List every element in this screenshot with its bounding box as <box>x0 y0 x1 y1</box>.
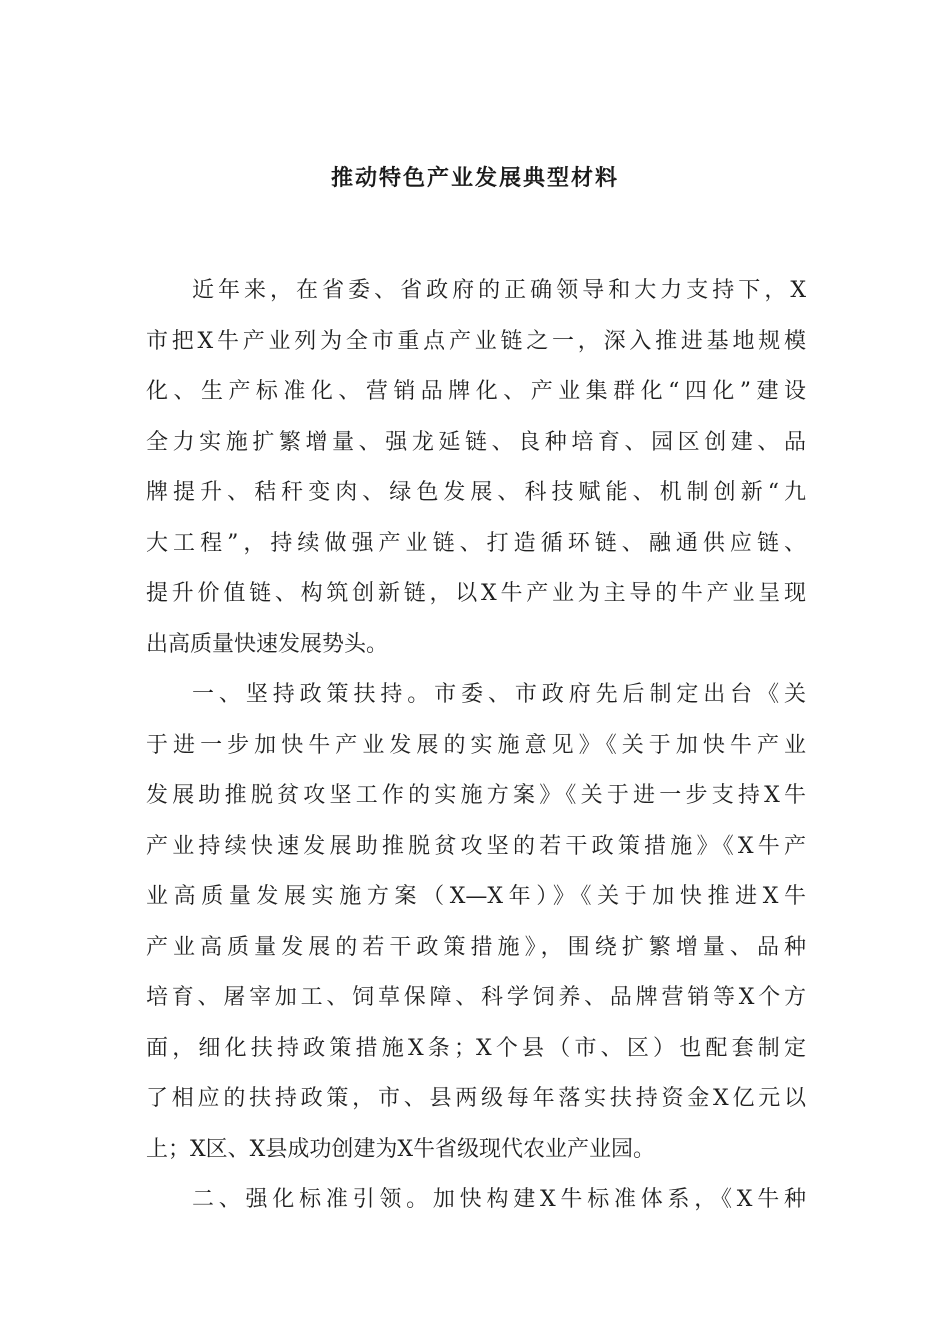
document-title: 推动特色产业发展典型材料 <box>330 166 619 191</box>
paragraph-1-line-7: 提升价值链、构筑创新链，以X牛产业为主导的牛产业呈现 <box>146 581 806 606</box>
paragraph-2-line-4: 产业持续快速发展助推脱贫攻坚的若干政策措施》《X牛产 <box>146 833 806 859</box>
paragraph-1-line-8: 出高质量快速发展势头。 <box>146 631 389 657</box>
paragraph-1-line-3: 化、生产标准化、营销品牌化、产业集群化“四化”建设 <box>146 379 806 404</box>
paragraph-1-line-2: 市把X牛产业列为全市重点产业链之一，深入推进基地规模 <box>146 328 806 354</box>
paragraph-3-line-1: 二、强化标准引领。加快构建X牛标准体系，《X牛种 <box>192 1187 806 1212</box>
paragraph-2-line-1: 一、坚持政策扶持。市委、市政府先后制定出台《关 <box>192 682 806 707</box>
paragraph-2-line-2: 于进一步加快牛产业发展的实施意见》《关于加快牛产业 <box>146 732 806 758</box>
paragraph-1-line-1: 近年来，在省委、省政府的正确领导和大力支持下，X <box>192 278 806 303</box>
paragraph-2-line-9: 了相应的扶持政策，市、县两级每年落实扶持资金X亿元以 <box>146 1086 806 1111</box>
document-body <box>146 266 806 1226</box>
paragraph-2-line-6: 产业高质量发展的若干政策措施》，围绕扩繁增量、品种 <box>146 934 806 960</box>
paragraph-1-line-5: 牌提升、秸秆变肉、绿色发展、科技赋能、机制创新“九 <box>146 480 806 505</box>
paragraph-2-line-7: 培育、屠宰加工、饲草保障、科学饲养、品牌营销等X个方 <box>146 985 806 1010</box>
paragraph-2-line-3: 发展助推脱贫攻坚工作的实施方案》《关于进一步支持X牛 <box>146 783 806 808</box>
paragraph-2-line-8: 面，细化扶持政策措施X条；X个县（市、区）也配套制定 <box>146 1035 806 1061</box>
paragraph-1-line-4: 全力实施扩繁增量、强龙延链、良种培育、园区创建、品 <box>146 429 806 455</box>
paragraph-2-line-10: 上；X区、X县成功创建为X牛省级现代农业产业园。 <box>146 1136 655 1162</box>
paragraph-2-line-5: 业高质量发展实施方案（X—X年）》《关于加快推进X牛 <box>146 884 806 909</box>
paragraph-1-line-6: 大工程”，持续做强产业链、打造循环链、融通供应链、 <box>146 530 806 556</box>
